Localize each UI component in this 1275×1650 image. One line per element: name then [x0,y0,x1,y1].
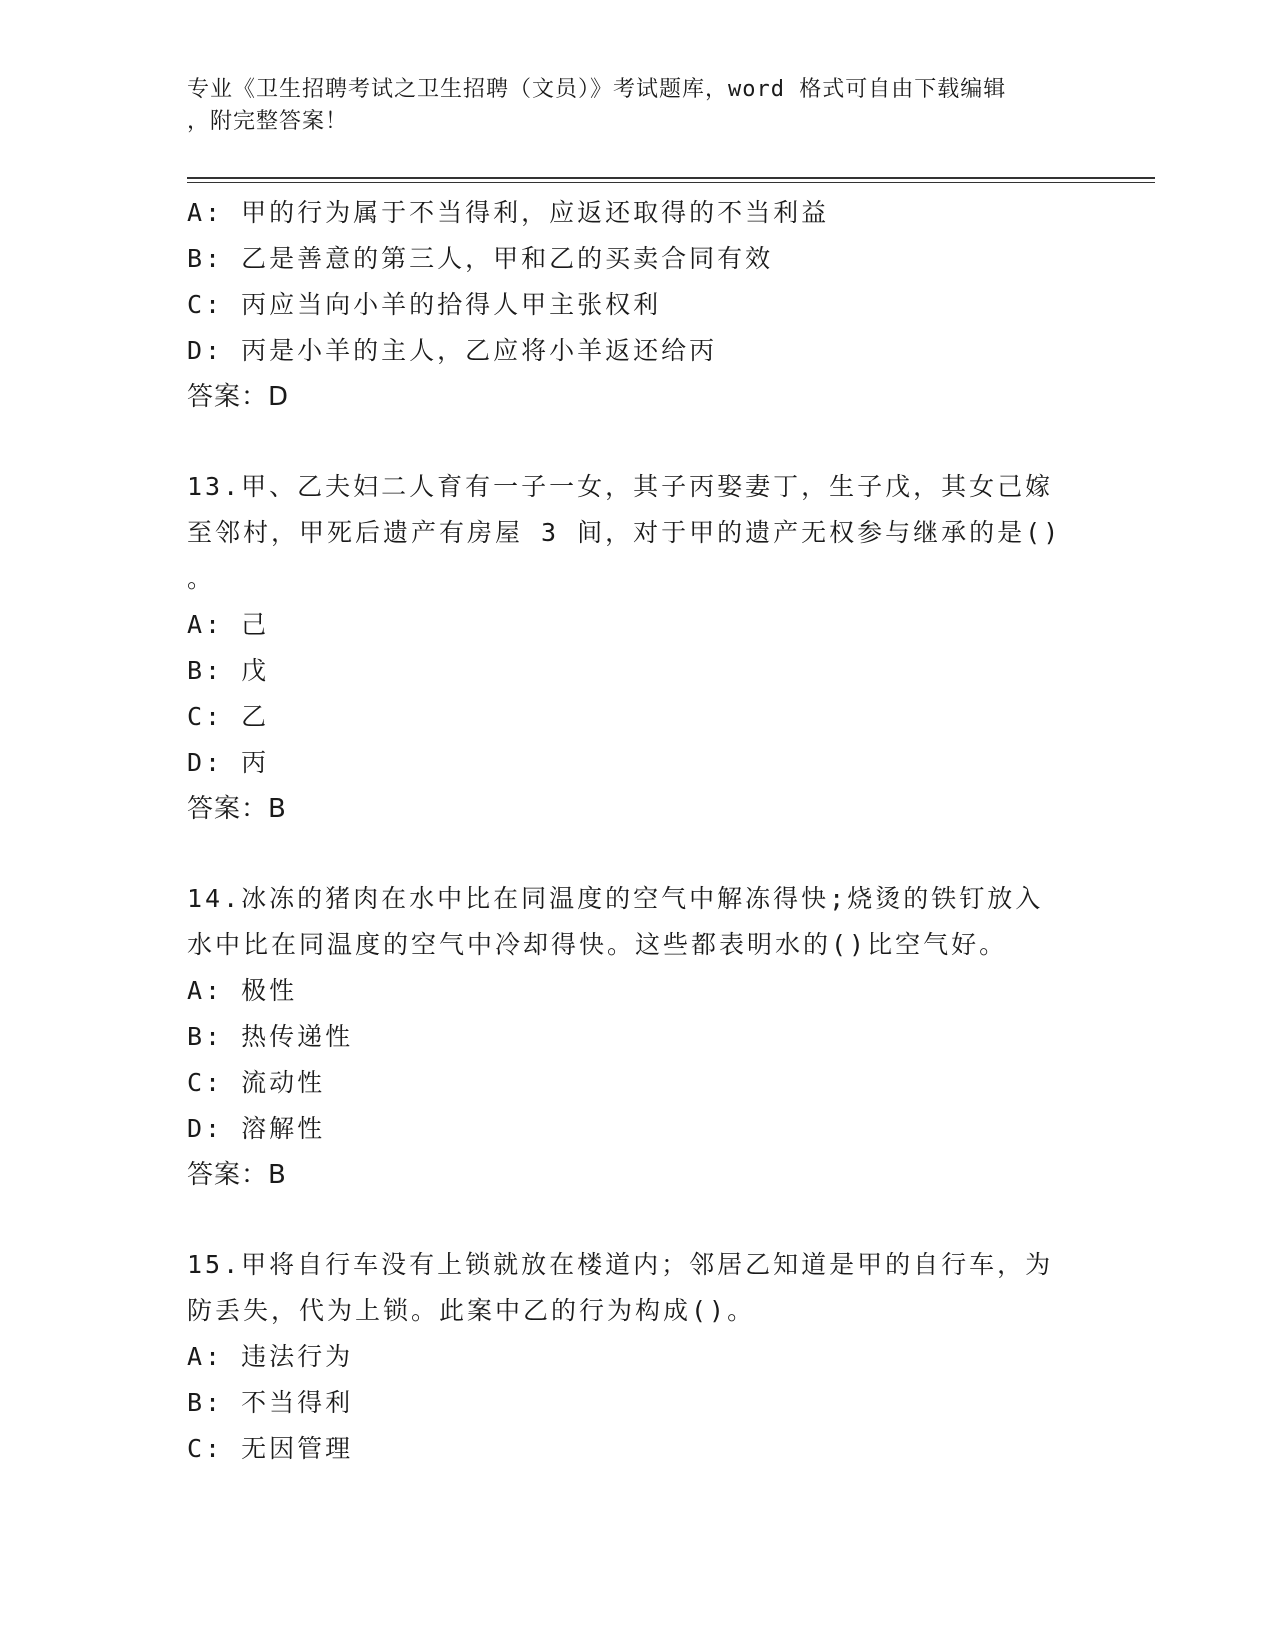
option-c: C: 无因管理 [187,1434,354,1463]
question-12 [187,190,1087,420]
option-d: D: 丙 [187,748,270,777]
option-c: C: 乙 [187,702,270,731]
answer: 答案：B [187,794,287,824]
question-13 [187,464,1087,832]
option-b: B: 热传递性 [187,1022,354,1051]
option-d: D: 丙是小羊的主人，乙应将小羊返还给丙 [187,336,718,365]
header-divider [187,177,1155,183]
header-line-1: 专业《卫生招聘考试之卫生招聘（文员）》考试题库，word 格式可自由下载编辑 [187,77,1007,102]
option-a: A: 违法行为 [187,1342,354,1371]
question-list [187,190,1087,1472]
header-line-2: ，附完整答案！ [187,109,349,134]
option-b: B: 不当得利 [187,1388,354,1417]
question-14 [187,876,1087,1198]
option-a: A: 己 [187,610,270,639]
question-stem-line-1: 15.甲将自行车没有上锁就放在楼道内；邻居乙知道是甲的自行车，为 [187,1250,1054,1279]
option-b: B: 戊 [187,656,270,685]
option-a: A: 甲的行为属于不当得利，应返还取得的不当利益 [187,198,830,227]
option-d: D: 溶解性 [187,1114,326,1143]
question-stem-line-2: 水中比在同温度的空气中冷却得快。这些都表明水的()比空气好。 [187,930,1008,959]
question-15 [187,1242,1087,1472]
option-c: C: 流动性 [187,1068,326,1097]
answer: 答案：B [187,1160,287,1190]
question-stem-line-1: 13.甲、乙夫妇二人育有一子一女，其子丙娶妻丁，生子戊，其女己嫁 [187,472,1054,501]
question-stem-line-3: 。 [187,564,216,593]
question-stem-line-1: 14.冰冻的猪肉在水中比在同温度的空气中解冻得快;烧烫的铁钉放入 [187,884,1044,913]
option-c: C: 丙应当向小羊的拾得人甲主张权利 [187,290,662,319]
question-stem-line-2: 至邻村，甲死后遗产有房屋 3 间，对于甲的遗产无权参与继承的是() [187,518,1062,547]
question-stem-line-2: 防丢失，代为上锁。此案中乙的行为构成()。 [187,1296,756,1325]
document-header [187,74,1087,138]
option-b: B: 乙是善意的第三人，甲和乙的买卖合同有效 [187,244,774,273]
answer: 答案：D [187,382,290,412]
option-a: A: 极性 [187,976,298,1005]
